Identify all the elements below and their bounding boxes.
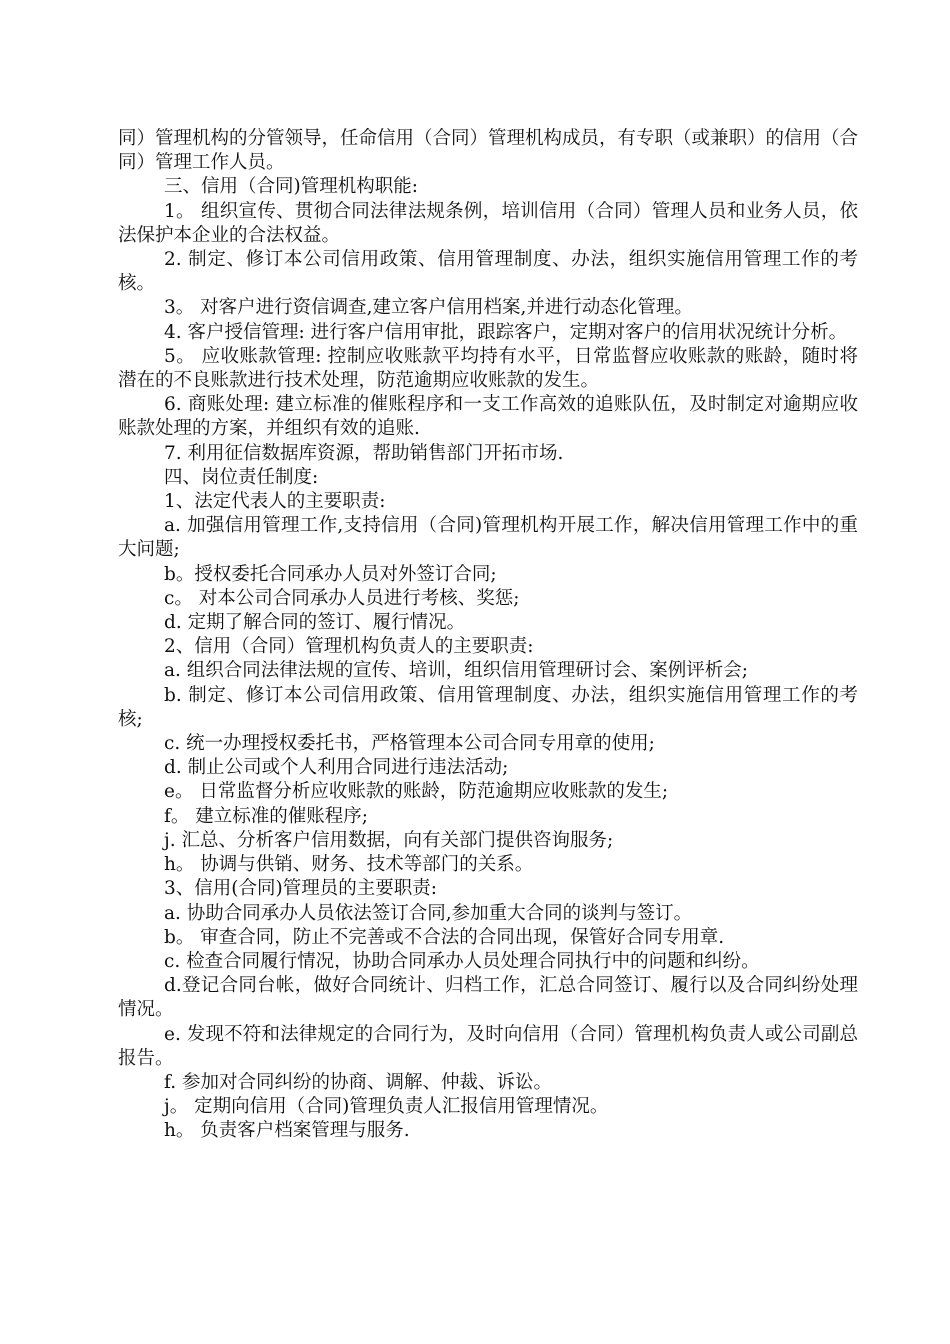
paragraph: 6. 商账处理: 建立标准的催账程序和一支工作高效的追账队伍，及时制定对逾期应收账款处理的方案，并组织有效的追账. <box>118 394 858 440</box>
paragraph: e。 日常监督分析应收账款的账龄，防范逾期应收账款的发生; <box>164 781 669 803</box>
paragraph: b. 制定、修订本公司信用政策、信用管理制度、办法，组织实施信用管理工作的考核; <box>118 684 858 730</box>
paragraph: c. 检查合同履行情况，协助合同承办人员处理合同执行中的问题和纠纷。 <box>164 950 760 972</box>
paragraph: a. 组织合同法律法规的宣传、培训，组织信用管理研讨会、案例评析会; <box>164 660 749 682</box>
paragraph: d. 制止公司或个人利用合同进行违法活动; <box>164 757 509 779</box>
paragraph: c. 统一办理授权委托书，严格管理本公司合同专用章的使用; <box>164 733 655 755</box>
paragraph: b。授权委托合同承办人员对外签订合同; <box>164 563 497 585</box>
paragraph: b。 审查合同，防止不完善或不合法的合同出现，保管好合同专用章. <box>164 926 725 948</box>
paragraph: f。 建立标准的催账程序; <box>164 805 368 827</box>
paragraph: h。 协调与供销、财务、技术等部门的关系。 <box>164 854 534 876</box>
paragraph: d.登记合同台帐，做好合同统计、归档工作，汇总合同签订、履行以及合同纠纷处理情况。 <box>118 975 858 1021</box>
paragraph: 7. 利用征信数据库资源，帮助销售部门开拓市场. <box>164 442 564 464</box>
paragraph: 四、岗位责任制度: <box>164 466 319 488</box>
paragraph: 同）管理机构的分管领导，任命信用（合同）管理机构成员，有专职（或兼职）的信用（合同）管理工作人员。 <box>118 128 859 174</box>
paragraph: j。 定期向信用（合同)管理负责人汇报信用管理情况。 <box>164 1096 609 1118</box>
paragraph: 4. 客户授信管理: 进行客户信用审批，跟踪客户，定期对客户的信用状况统计分析。 <box>164 321 848 343</box>
paragraph: a. 协助合同承办人员依法签订合同,参加重大合同的谈判与签订。 <box>164 902 693 924</box>
paragraph: 2、信用（合同）管理机构负责人的主要职责: <box>164 636 534 658</box>
paragraph: 三、信用（合同)管理机构职能: <box>164 176 418 198</box>
paragraph: h。 负责客户档案管理与服务. <box>164 1120 410 1142</box>
paragraph: 3。 对客户进行资信调查,建立客户信用档案,并进行动态化管理。 <box>164 297 693 319</box>
paragraph: a. 加强信用管理工作,支持信用（合同)管理机构开展工作，解决信用管理工作中的重大问题; <box>118 515 858 561</box>
paragraph: 2. 制定、修订本公司信用政策、信用管理制度、办法，组织实施信用管理工作的考核。 <box>118 249 858 295</box>
document-page <box>118 127 858 1144</box>
paragraph: f. 参加对合同纠纷的协商、调解、仲裁、诉讼。 <box>164 1071 552 1093</box>
paragraph: 5。 应收账款管理: 控制应收账款平均持有水平，日常监督应收账款的账龄，随时将潜在的不良账款进行技术处理，防范逾期应收账款的发生。 <box>118 345 858 392</box>
paragraph: 1。 组织宣传、贯彻合同法律法规条例，培训信用（合同）管理人员和业务人员，依法保护本企业的合法权益。 <box>118 200 858 246</box>
paragraph: 1、法定代表人的主要职责: <box>164 491 386 513</box>
paragraph: c。 对本公司合同承办人员进行考核、奖惩; <box>164 587 520 609</box>
paragraph: j. 汇总、分析客户信用数据，向有关部门提供咨询服务; <box>164 829 614 851</box>
paragraph: 3、信用(合同)管理员的主要职责: <box>164 878 437 900</box>
paragraph: e. 发现不符和法律规定的合同行为，及时向信用（合同）管理机构负责人或公司副总报告。 <box>118 1023 858 1069</box>
paragraph: d. 定期了解合同的签订、履行情况。 <box>164 612 466 634</box>
